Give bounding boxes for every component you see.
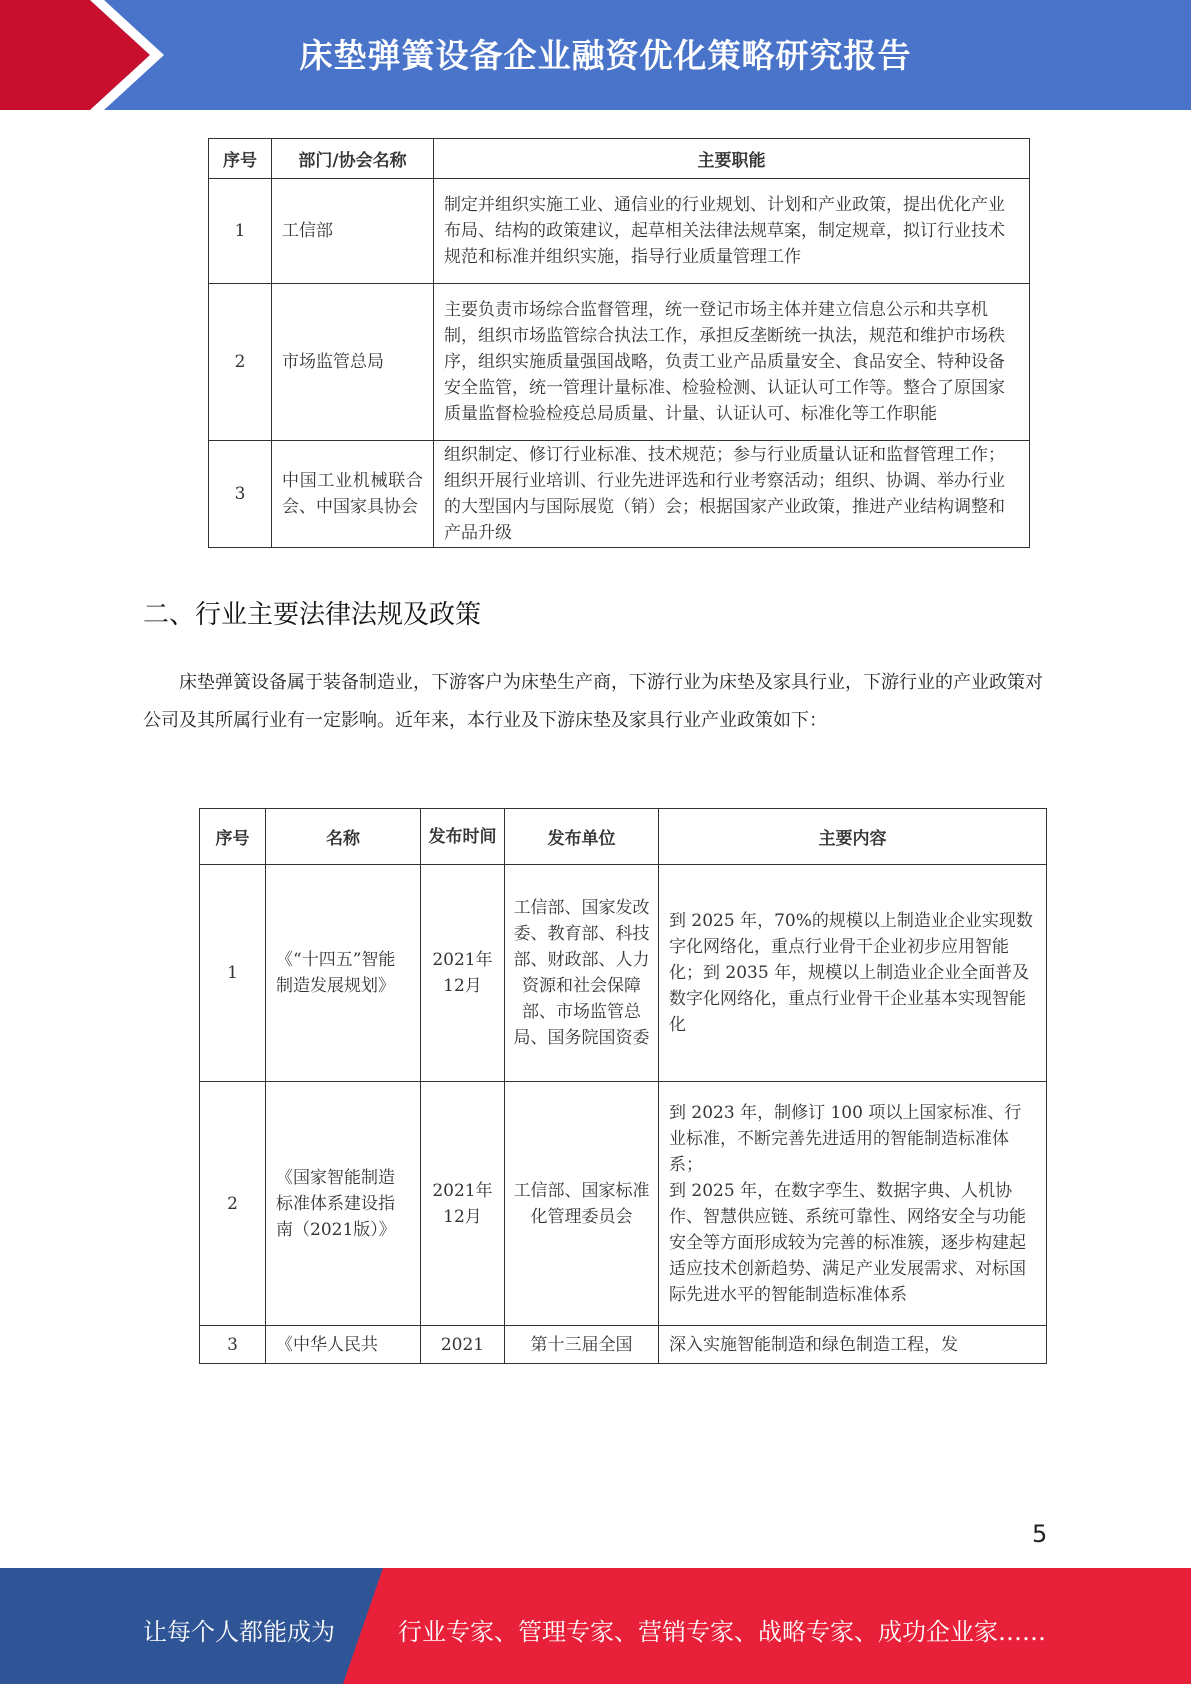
section-heading: 二、行业主要法律法规及政策 bbox=[143, 600, 482, 630]
issuer: 工信部、国家标准化管理委员会 bbox=[505, 1082, 659, 1326]
publish-time: 2021年12月 bbox=[421, 865, 505, 1082]
column-header: 序号 bbox=[209, 139, 272, 179]
column-header: 序号 bbox=[200, 809, 266, 865]
policy-content: 到 2023 年，制修订 100 项以上国家标准、行业标准，不断完善先进适用的智能制造标准体系； bbox=[669, 1102, 1022, 1175]
page-number: 5 bbox=[1032, 1520, 1048, 1548]
row-number: 1 bbox=[209, 179, 272, 284]
row-number: 3 bbox=[200, 1326, 266, 1364]
policy-content: 到 2025 年，在数字孪生、数据字典、人机协作、智慧供应链、系统可靠性、网络安全与功能安全等方面形成较为完善的标准簇，逐步构建起适应技术创新趋势、满足产业发展需求、对标国际先进水平的智能制造标准体系 bbox=[669, 1180, 1026, 1305]
policy-name: 《“十四五”智能制造发展规划》 bbox=[266, 865, 421, 1082]
column-header: 主要内容 bbox=[659, 809, 1047, 865]
policy-name: 《国家智能制造标准体系建设指南（2021版）》 bbox=[266, 1082, 421, 1326]
column-header: 部门/协会名称 bbox=[272, 139, 434, 179]
department-name: 中国工业机械联合会、中国家具协会 bbox=[272, 441, 434, 548]
footer-slogan-left: 让每个人都能成为 bbox=[143, 1618, 335, 1646]
row-number: 1 bbox=[200, 865, 266, 1082]
column-header: 发布单位 bbox=[505, 809, 659, 865]
body-paragraph: 床垫弹簧设备属于装备制造业，下游客户为床垫生产商，下游行业为床垫及家具行业，下游行业的产业政策对公司及其所属行业有一定影响。近年来，本行业及下游床垫及家具行业产业政策如下： bbox=[143, 672, 1043, 731]
table-header-row bbox=[209, 139, 1030, 179]
footer-slogan-right: 行业专家、管理专家、营销专家、战略专家、成功企业家…… bbox=[398, 1618, 1046, 1646]
page-header bbox=[0, 0, 1191, 110]
table-row bbox=[200, 1326, 1047, 1364]
policies-table bbox=[199, 808, 1047, 1364]
department-name: 市场监管总局 bbox=[272, 284, 434, 441]
row-number: 3 bbox=[209, 441, 272, 548]
issuer: 工信部、国家发改委、教育部、科技部、财政部、人力资源和社会保障部、市场监管总局、国务院国资委 bbox=[505, 865, 659, 1082]
policy-content: 深入实施智能制造和绿色制造工程，发 bbox=[659, 1326, 1047, 1364]
table-row bbox=[209, 284, 1030, 441]
table-row bbox=[200, 1082, 1047, 1326]
page-footer bbox=[0, 1568, 1191, 1684]
department-duty: 制定并组织实施工业、通信业的行业规划、计划和产业政策，提出优化产业布局、结构的政策建议，起草相关法律法规草案，制定规章，拟订行业技术规范和标准并组织实施，指导行业质量管理工作 bbox=[434, 179, 1030, 284]
column-header: 主要职能 bbox=[434, 139, 1030, 179]
row-number: 2 bbox=[209, 284, 272, 441]
policy-content-cell bbox=[659, 1082, 1047, 1326]
publish-time: 2021年12月 bbox=[421, 1082, 505, 1326]
publish-time: 2021 bbox=[421, 1326, 505, 1364]
table-header-row bbox=[200, 809, 1047, 865]
column-header: 名称 bbox=[266, 809, 421, 865]
issuer: 第十三届全国 bbox=[505, 1326, 659, 1364]
policy-name: 《中华人民共 bbox=[266, 1326, 421, 1364]
policy-content: 到 2025 年，70%的规模以上制造业企业实现数字化网络化，重点行业骨干企业初步应用智能化；到 2035 年，规模以上制造业企业全面普及数字化网络化，重点行业骨干企业基本实现智能化 bbox=[659, 865, 1047, 1082]
column-header: 发布时间 bbox=[421, 809, 505, 865]
row-number: 2 bbox=[200, 1082, 266, 1326]
department-duty: 主要负责市场综合监督管理，统一登记市场主体并建立信息公示和共享机制，组织市场监管综合执法工作，承担反垄断统一执法，规范和维护市场秩序，组织实施质量强国战略，负责工业产品质量安全、食品安全、特种设备安全监管，统一管理计量标准、检验检测、认证认可工作等。整合了原国家质量监督检验检疫总局质量、计量、认证认可、标准化等工作职能 bbox=[434, 284, 1030, 441]
report-title: 床垫弹簧设备企业融资优化策略研究报告 bbox=[299, 36, 912, 75]
table-row bbox=[200, 865, 1047, 1082]
table-row bbox=[209, 179, 1030, 284]
table-row bbox=[209, 441, 1030, 548]
departments-table bbox=[208, 138, 1030, 548]
department-duty: 组织制定、修订行业标准、技术规范；参与行业质量认证和监督管理工作；组织开展行业培训、行业先进评选和行业考察活动；组织、协调、举办行业的大型国内与国际展览（销）会；根据国家产业政策，推进产业结构调整和产品升级 bbox=[434, 441, 1030, 548]
department-name: 工信部 bbox=[272, 179, 434, 284]
